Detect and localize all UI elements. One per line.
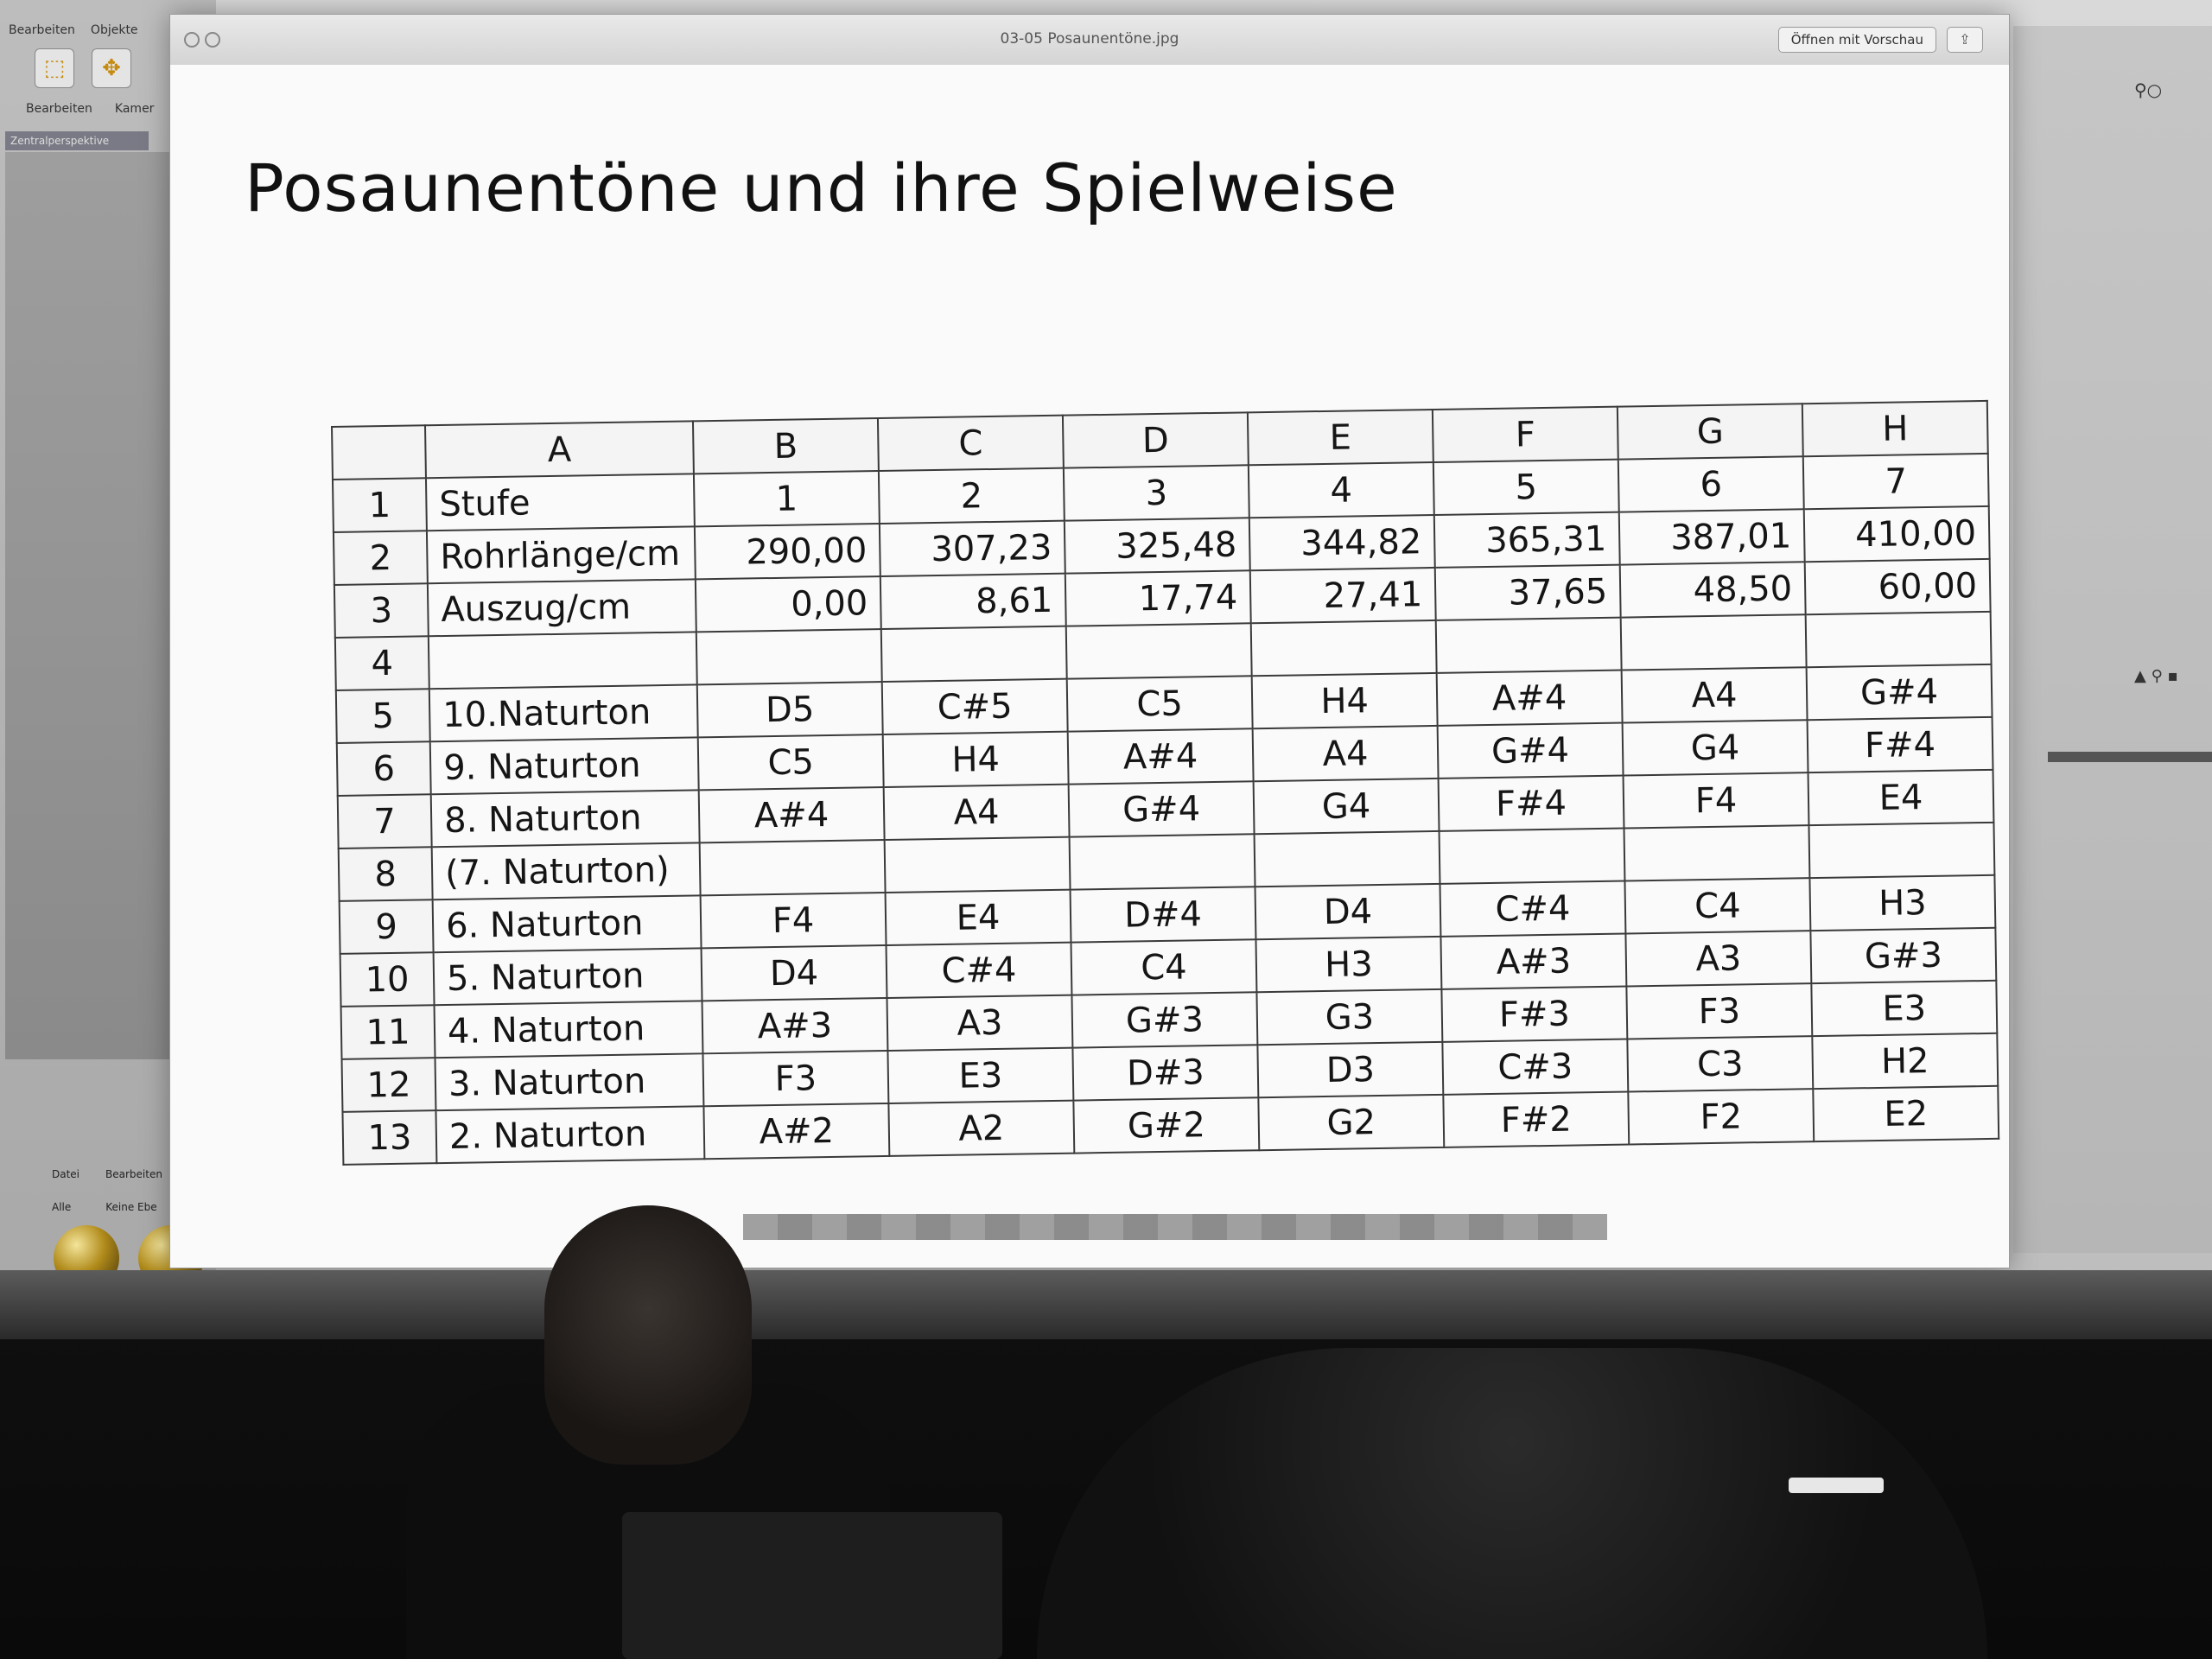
table-cell: A2 [888, 1101, 1074, 1156]
table-cell: F3 [702, 1051, 888, 1106]
table-cell: 37,65 [1435, 565, 1621, 620]
table-cell [1436, 618, 1622, 673]
table-cell: 344,82 [1249, 515, 1435, 570]
table-cell: A#4 [1437, 671, 1623, 726]
table-cell: G#3 [1810, 928, 1996, 983]
column-header: D [1063, 412, 1249, 467]
scrollbar[interactable] [2048, 752, 2212, 762]
row-label-cell: Stufe [426, 474, 695, 531]
table-cell [1440, 829, 1625, 884]
slide [170, 65, 2009, 1268]
row-header: 11 [341, 1005, 435, 1059]
row-header: 12 [342, 1058, 436, 1112]
row-label-cell: 2. Naturton [435, 1106, 704, 1163]
row-header: 10 [340, 952, 435, 1007]
table-cell: F2 [1628, 1089, 1814, 1144]
table-cell: G2 [1258, 1095, 1444, 1150]
column-header: H [1802, 401, 1988, 456]
table-cell: 410,00 [1804, 506, 1990, 562]
table-cell: 290,00 [695, 524, 880, 579]
table-cell: D#4 [1071, 887, 1256, 942]
table-cell: 60,00 [1805, 559, 1991, 614]
row-label-cell: 3. Naturton [435, 1053, 704, 1110]
table-cell: G#4 [1438, 723, 1624, 779]
table-cell: E3 [1811, 981, 1997, 1036]
table-cell [1066, 623, 1252, 678]
table-cell: F#4 [1439, 776, 1624, 831]
column-header: B [693, 418, 879, 474]
table-cell: E4 [886, 890, 1071, 945]
row-header: 6 [337, 741, 431, 796]
column-header: G [1618, 404, 1803, 459]
select-tool-icon[interactable]: ⬚ [35, 48, 74, 88]
table-cell: A3 [887, 995, 1072, 1051]
screen-bottom-edge [0, 1270, 2212, 1339]
table-cell: H3 [1255, 937, 1441, 992]
row-label-cell: 9. Naturton [430, 737, 699, 794]
open-with-preview-button[interactable]: Öffnen mit Vorschau [1778, 27, 1936, 53]
table-cell: 27,41 [1250, 568, 1436, 623]
table-cell: H2 [1812, 1033, 1998, 1089]
table-cell: 325,48 [1065, 518, 1250, 573]
row-label-cell: Auszug/cm [428, 579, 696, 636]
table-cell: C#4 [1440, 881, 1625, 937]
row-label-cell: 4. Naturton [435, 1001, 703, 1058]
table-cell: E2 [1813, 1086, 1999, 1141]
row-label-cell: 6. Naturton [433, 895, 702, 952]
table-cell: F3 [1626, 983, 1812, 1039]
tab-bearbeiten[interactable]: Bearbeiten [26, 102, 92, 116]
desk-lamp [1789, 1478, 1884, 1493]
column-header: A [425, 421, 694, 478]
table-cell: F4 [1624, 772, 1809, 828]
layer-filter [52, 1201, 157, 1213]
table-cell: 7 [1803, 454, 1989, 509]
row-header: 4 [335, 636, 429, 690]
table-cell: D4 [702, 945, 887, 1001]
menu-item-datei[interactable]: Datei [52, 1168, 80, 1180]
table-cell: C#5 [882, 679, 1068, 734]
table-cell: 5 [1433, 460, 1619, 515]
column-header: C [878, 416, 1064, 471]
table-cell: 0,00 [696, 576, 881, 632]
table-cell: F4 [701, 893, 887, 948]
table-cell: A4 [1622, 667, 1808, 722]
table-cell: C5 [1067, 676, 1253, 731]
filter-keine[interactable]: Keine Ebe [105, 1201, 157, 1213]
table-cell: 307,23 [880, 521, 1065, 576]
table-cell: H4 [1252, 673, 1438, 728]
table-cell: H4 [883, 732, 1069, 787]
table-cell: 48,50 [1620, 562, 1806, 617]
material-menu [52, 1168, 162, 1180]
preview-window [169, 14, 2010, 1268]
column-header: E [1248, 410, 1433, 465]
table-cell: G#2 [1073, 1097, 1259, 1153]
table-cell: F#2 [1443, 1092, 1629, 1147]
row-label-cell: Rohrlänge/cm [427, 526, 696, 583]
table-cell: E4 [1808, 770, 1994, 825]
row-header: 13 [342, 1110, 436, 1165]
table-cell: 387,01 [1619, 509, 1805, 564]
menu-item-objekte[interactable]: Objekte [90, 23, 138, 37]
table-cell: G#3 [1071, 992, 1257, 1047]
table-cell: G#4 [1069, 781, 1255, 836]
perspective-label[interactable]: Zentralperspektive [5, 131, 149, 150]
move-tool-icon[interactable]: ✥ [92, 48, 131, 88]
row-header: 7 [338, 794, 432, 849]
table-cell: D#3 [1072, 1045, 1258, 1100]
left-toolbar [35, 48, 131, 88]
column-header: F [1433, 407, 1618, 462]
table-cell [1808, 823, 1994, 878]
window-title: 03-05 Posaunentöne.jpg [1000, 30, 1179, 48]
table-cell [885, 837, 1071, 893]
table-cell: 8,61 [880, 574, 1066, 629]
right-app-panel [2013, 26, 2212, 1253]
row-label-cell [429, 632, 697, 689]
window-titlebar [170, 15, 2009, 66]
table-cell: 17,74 [1065, 570, 1251, 626]
zoom-icon[interactable]: ⚲○ [2134, 79, 2163, 100]
table-cell: A4 [884, 785, 1070, 840]
corner-cell [332, 425, 426, 480]
table-cell: D4 [1255, 884, 1441, 939]
table-cell: C4 [1071, 939, 1256, 995]
table-cell: G4 [1254, 779, 1440, 834]
table-cell [881, 626, 1067, 682]
row-label-cell: (7. Naturton) [432, 842, 701, 899]
nav-arrows-icon[interactable]: ▲ ⚲ ▪ [2134, 667, 2178, 685]
table-cell [1621, 614, 1807, 670]
filter-alle[interactable]: Alle [52, 1201, 72, 1213]
table-cell [1806, 612, 1992, 667]
table-cell: A#2 [703, 1103, 889, 1159]
table-cell: A3 [1625, 931, 1811, 986]
table-cell: G3 [1256, 989, 1442, 1045]
table-cell: C#4 [887, 943, 1072, 998]
row-header: 5 [336, 689, 430, 743]
slide-title: Posaunentöne und ihre Spielweise [245, 149, 1398, 226]
row-label-cell: 10.Naturton [429, 684, 698, 741]
taskbar-strip [743, 1214, 1607, 1240]
row-header: 3 [334, 583, 429, 638]
table-cell [700, 840, 886, 895]
table-cell: F#4 [1808, 717, 1993, 772]
table-cell: G4 [1623, 720, 1808, 775]
table-cell: C4 [1624, 878, 1810, 933]
share-icon[interactable]: ⇪ [1947, 27, 1983, 53]
table-cell [696, 629, 882, 684]
table-cell: H3 [1809, 875, 1995, 931]
table-cell: 1 [694, 471, 880, 526]
row-header: 1 [333, 478, 427, 532]
table-cell: 3 [1064, 465, 1249, 520]
tab-kamera[interactable]: Kamer [114, 102, 155, 116]
table-cell: A#4 [699, 787, 885, 842]
table-cell: C#3 [1442, 1039, 1628, 1095]
table-cell: 6 [1618, 456, 1804, 512]
table-cell: A#4 [1068, 728, 1254, 784]
table-cell [1070, 834, 1255, 889]
table-cell: C5 [698, 734, 884, 790]
table-cell: D3 [1257, 1042, 1443, 1097]
table-cell: E3 [887, 1048, 1073, 1103]
spreadsheet-table [331, 400, 1999, 1166]
table-cell: F#3 [1441, 987, 1627, 1042]
menu-item-bearbeiten[interactable]: Bearbeiten [9, 23, 75, 37]
table-cell [1251, 620, 1437, 676]
row-header: 8 [339, 847, 433, 901]
table-cell: D5 [697, 682, 883, 737]
table-cell: A#3 [702, 998, 888, 1053]
table-cell: 365,31 [1434, 512, 1620, 568]
menu-item-bearbeiten-2[interactable]: Bearbeiten [105, 1168, 162, 1180]
left-menubar [0, 16, 181, 45]
table-cell: 4 [1249, 462, 1434, 518]
row-header: 9 [340, 899, 434, 954]
table-cell [1255, 831, 1440, 887]
row-label-cell: 8. Naturton [431, 790, 700, 847]
table-cell: C3 [1627, 1036, 1813, 1091]
row-header: 2 [334, 531, 428, 585]
table-cell: G#4 [1807, 664, 1993, 720]
left-tabs [26, 102, 154, 116]
table-cell: A#3 [1440, 934, 1626, 989]
table-cell: A4 [1253, 726, 1439, 781]
table-cell [1624, 825, 1809, 880]
row-label-cell: 5. Naturton [434, 948, 702, 1005]
laptop [622, 1512, 1002, 1659]
presenter-head [544, 1205, 752, 1465]
table-cell: 2 [879, 468, 1065, 524]
